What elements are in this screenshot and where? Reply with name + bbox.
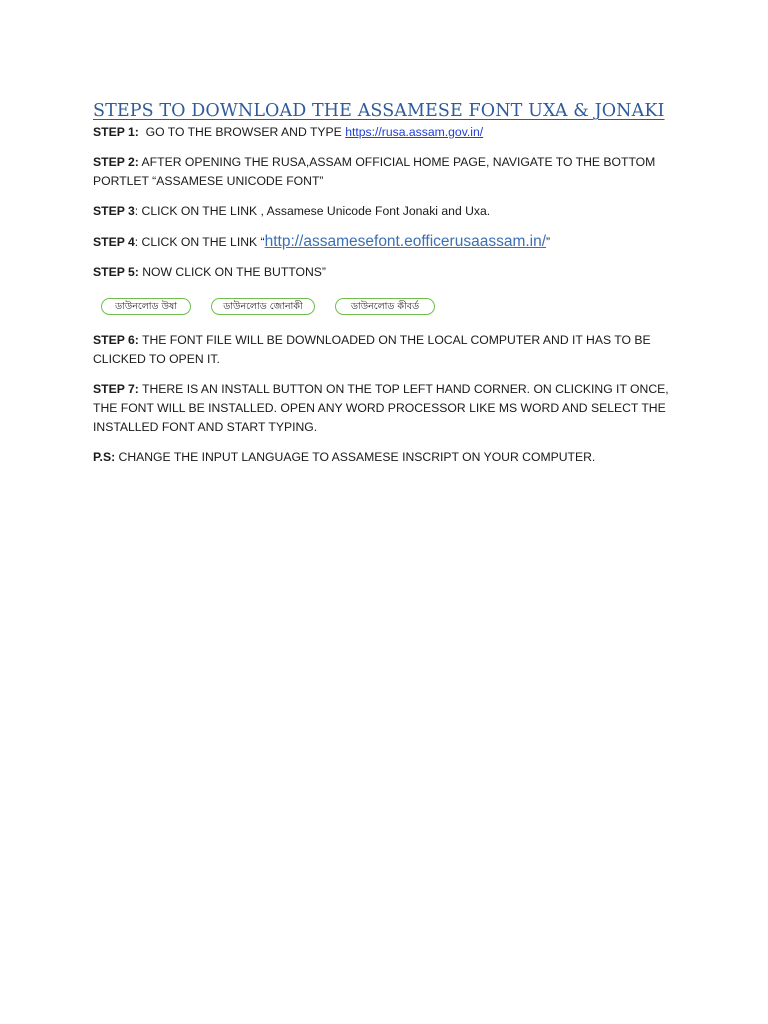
step-6-text: THE FONT FILE WILL BE DOWNLOADED ON THE LOCAL COMPUTER AND IT HAS TO BE CLICKED TO OPEN IT. [93, 333, 651, 366]
download-buttons [101, 298, 673, 315]
step-4-label: STEP 4 [93, 235, 135, 249]
step-1-label: STEP 1: [93, 125, 139, 139]
rusa-link[interactable]: https://rusa.assam.gov.in/ [345, 125, 484, 139]
step-7 [93, 380, 673, 437]
download-keyboard-button[interactable]: ডাউনলোড কীবৰ্ড [335, 298, 435, 315]
page-title: STEPS TO DOWNLOAD THE ASSAMESE FONT UXA & JONAKI [93, 101, 665, 121]
step-1 [93, 123, 673, 142]
postscript-label: P.S: [93, 450, 116, 464]
step-2 [93, 153, 673, 191]
step-3-text: : CLICK ON THE LINK , Assamese Unicode Font Jonaki and Uxa. [134, 204, 491, 218]
step-5-label: STEP 5: [93, 265, 139, 279]
step-6 [93, 331, 673, 369]
step-4-text: : CLICK ON THE LINK “ [134, 235, 265, 249]
document-content [93, 102, 673, 478]
step-2-text: AFTER OPENING THE RUSA,ASSAM OFFICIAL HOME PAGE, NAVIGATE TO THE BOTTOM PORTLET “ASSAMESE UNICODE FONT” [93, 155, 656, 188]
step-6-label: STEP 6: [93, 333, 139, 347]
download-uxa-button[interactable]: ডাউনলোড উষা [101, 298, 191, 315]
step-4-closing-quote: ” [546, 235, 551, 249]
step-2-label: STEP 2: [93, 155, 139, 169]
download-jonaki-button[interactable]: ডাউনলোড জোনাকী [211, 298, 315, 315]
postscript [93, 448, 673, 467]
assamese-font-link[interactable]: http://assamesefont.eofficerusaassam.in/ [264, 233, 547, 250]
step-7-text: THERE IS AN INSTALL BUTTON ON THE TOP LEFT HAND CORNER. ON CLICKING IT ONCE, THE FONT WILL BE INSTALLED. OPEN ANY WORD PROCESSOR LIKE MS WORD AND SELECT THE INSTALLED FONT AND START TYPING. [93, 382, 669, 434]
postscript-text: CHANGE THE INPUT LANGUAGE TO ASSAMESE INSCRIPT ON YOUR COMPUTER. [115, 450, 596, 464]
step-3-label: STEP 3 [93, 204, 135, 218]
step-7-label: STEP 7: [93, 382, 139, 396]
step-5-text: NOW CLICK ON THE BUTTONS” [138, 265, 326, 279]
step-4 [93, 232, 673, 252]
step-5 [93, 263, 673, 282]
step-1-text: GO TO THE BROWSER AND TYPE [138, 125, 346, 139]
step-3 [93, 202, 673, 221]
